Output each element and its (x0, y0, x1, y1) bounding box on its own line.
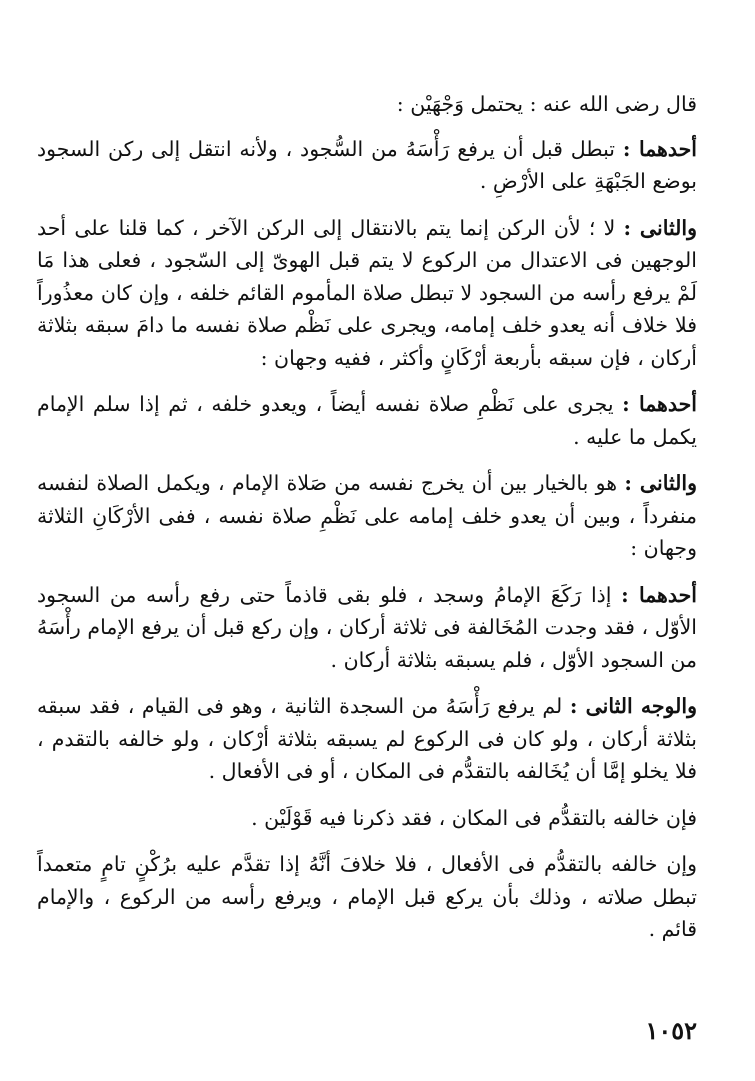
paragraph-text: فإن خالفه بالتقدُّم فى المكان ، فقد ذكرنا فيه قَوْلَيْن . (251, 805, 697, 830)
paragraph-text: لم يرفع رَأْسَهُ من السجدة الثانية ، وهو فى القيام ، فقد سبقه بثلاثة أركان ، ولو كان فى الركوع لم يسبقه بثلاثة أرْكان ، ولو خالفه بالتقدم ، فلا يخلو إمَّا أن يُخَالفه بالتقدُّم فى المكان ، أو فى الأفعال . (37, 694, 697, 783)
paragraph-lead: أحدهما : (622, 392, 697, 416)
page-number: ١٠٥٢ (645, 1016, 697, 1045)
paragraph-text: هو بالخيار بين أن يخرج نفسه من صَلاة الإمام ، ويكمل الصلاة لنفسه منفرداً ، وبين أن يعدو خلف إمامه على نَظْمِ صلاة نفسه ، ففى الأرْكَانِ الثلاثة وجهان : (37, 471, 697, 560)
paragraph (37, 690, 697, 788)
paragraph-lead: والثانى : (623, 215, 697, 240)
paragraph-lead: أحدهما : (621, 582, 697, 607)
paragraph (37, 133, 697, 198)
paragraph (37, 579, 697, 677)
paragraph-intro (37, 88, 697, 121)
paragraph (37, 467, 697, 565)
paragraph-text: قال رضى الله عنه : يحتمل وَجْهَيْن : (396, 92, 697, 116)
page-body (37, 88, 697, 960)
paragraph-text: وإن خالفه بالتقدُّم فى الأفعال ، فلا خلافَ أنَّهُ إذا تقدَّم عليه برُكْنٍ تامٍ متعمداً تبطل صلاته ، وذلك بأن يركع قبل الإمام ، ويرفع رأسه من الركوع ، والإمام قائم . (37, 852, 697, 941)
paragraph (37, 848, 697, 946)
paragraph-lead: والثانى : (624, 471, 697, 495)
paragraph-text: تبطل قبل أن يرفع رَأْسَهُ من السُّجود ، ولأنه انتقل إلى ركن السجود بوضع الجَبْهَةِ على الأرْضِ . (37, 136, 697, 193)
paragraph-lead: والوجه الثانى : (569, 694, 697, 718)
paragraph-text: إذا رَكَعَ الإمامُ وسجد ، فلو بقى قاذماً حتى رفع رأسه من السجود الأوّل ، فقد وجدت المُخَالفة فى ثلاثة أركان ، وإن ركع قبل أن يرفع الإمام رأْسَهُ من السجود الأوّل ، فلم يسبقه بثلاثة أركان . (37, 582, 697, 672)
paragraph (37, 212, 697, 375)
paragraph (37, 388, 697, 453)
paragraph (37, 802, 697, 835)
paragraph-text: لا ؛ لأن الركن إنما يتم بالانتقال إلى الركن الآخر ، كما قلنا على أحد الوجهين فى الاعتدال من الركوع لا يتم قبل الهوىّ إلى السّجود ، فعلى هذا مَا لَمْ يرفع رأسه من السجود لا تبطل صلاة المأموم القائم خلفه ، وإن كان معذُوراً فلا خلاف أنه يعدو خلف إمامه، ويجرى على نَظْم صلاة نفسه ما دامَ سبقه بثلاثة أركان ، فإن سبقه بأربعة أرْكَانٍ وأكثر ، ففيه وجهان : (37, 215, 697, 370)
paragraph-text: يجرى على نَظْمِ صلاة نفسه أيضاً ، ويعدو خلفه ، ثم إذا سلم الإمام يكمل ما عليه . (37, 392, 697, 449)
paragraph-lead: أحدهما : (622, 136, 697, 161)
